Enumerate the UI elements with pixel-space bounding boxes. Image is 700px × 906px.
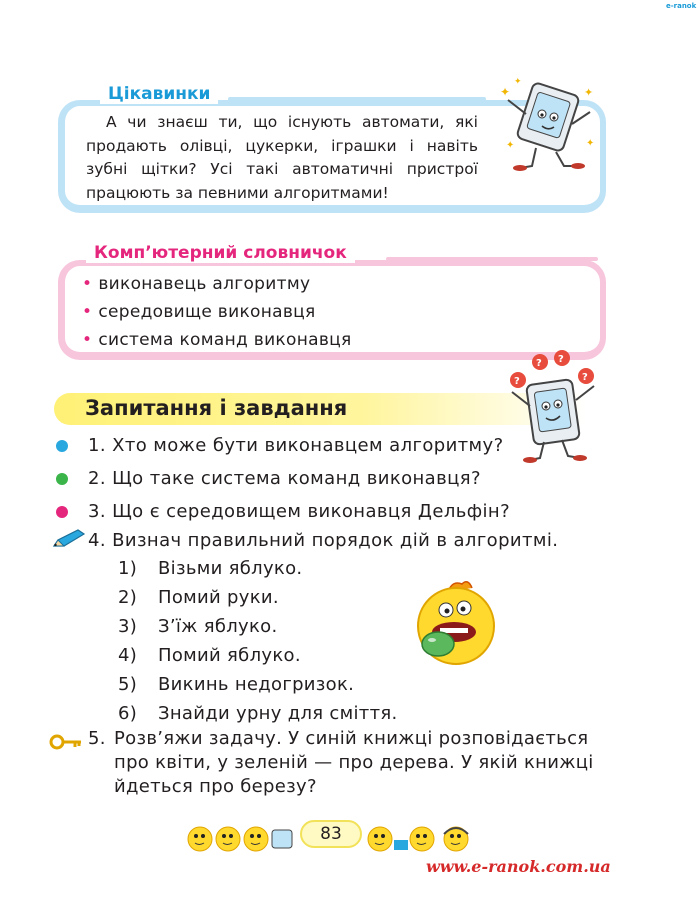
question-2: 2. Що таке система команд виконавця? bbox=[88, 468, 481, 489]
svg-text:?: ? bbox=[558, 354, 564, 365]
interesting-facts-text bbox=[86, 111, 478, 205]
step-text: Помий руки. bbox=[158, 587, 279, 608]
interesting-facts-paragraph: А чи знаєш ти, що існують автомати, які продають олівці, цукерки, іграшки і навіть зубні щітки? Усі такі автоматичні пристрої працюють за певними алгоритмами! bbox=[86, 113, 478, 202]
list-item-text: середовище виконавця bbox=[98, 302, 316, 322]
corner-logo: e-ranok bbox=[666, 2, 697, 10]
interesting-facts-title: Цікавинки bbox=[100, 84, 218, 104]
list-item-text: виконавець алгоритму bbox=[98, 274, 311, 294]
task-number: 5. bbox=[88, 728, 106, 749]
svg-text:?: ? bbox=[536, 358, 542, 369]
dictionary-list bbox=[82, 270, 352, 354]
step-text: Викинь недогризок. bbox=[158, 674, 355, 695]
svg-text:?: ? bbox=[582, 372, 588, 383]
emoji-eating-apple-illustration bbox=[412, 578, 498, 670]
svg-text:✦: ✦ bbox=[584, 86, 594, 99]
step-item bbox=[118, 587, 279, 608]
task-5-line: Розв’яжи задачу. У синій книжці розповідається bbox=[114, 728, 589, 749]
questions-header-title: Запитання і завдання bbox=[85, 396, 348, 420]
step-number: 5) bbox=[118, 674, 138, 695]
step-number: 2) bbox=[118, 587, 138, 608]
step-text: Знайди урну для сміття. bbox=[158, 703, 398, 724]
footer-mascots-left bbox=[186, 822, 296, 856]
website-link[interactable]: www.e-ranok.com.ua bbox=[426, 857, 611, 876]
step-item bbox=[118, 674, 354, 695]
blue-level-dot bbox=[56, 440, 68, 452]
step-item bbox=[118, 645, 301, 666]
list-item: • середовище виконавця bbox=[82, 302, 316, 322]
svg-text:✦: ✦ bbox=[500, 85, 511, 99]
task-4: 4. Визнач правильний порядок дій в алгоритмі. bbox=[88, 530, 559, 551]
list-item-text: система команд виконавця bbox=[98, 330, 352, 350]
svg-text:✦: ✦ bbox=[506, 140, 515, 151]
step-item bbox=[118, 558, 302, 579]
page-number: 83 bbox=[300, 820, 362, 848]
question-3: 3. Що є середовищем виконавця Дельфін? bbox=[88, 501, 511, 522]
step-text: Візьми яблуко. bbox=[158, 558, 303, 579]
divider bbox=[228, 97, 486, 101]
svg-text:?: ? bbox=[514, 376, 520, 387]
step-number: 6) bbox=[118, 703, 138, 724]
divider bbox=[386, 257, 598, 261]
footer-mascots-right bbox=[366, 822, 476, 856]
step-number: 3) bbox=[118, 616, 138, 637]
step-text: Помий яблуко. bbox=[158, 645, 301, 666]
key-icon bbox=[48, 732, 84, 752]
step-item bbox=[118, 616, 278, 637]
task-5-line: йдеться про березу? bbox=[114, 776, 317, 797]
pencil-icon bbox=[50, 528, 86, 550]
step-item bbox=[118, 703, 398, 724]
dictionary-title: Комп’ютерний словничок bbox=[86, 243, 355, 263]
pink-level-dot bbox=[56, 506, 68, 518]
step-number: 4) bbox=[118, 645, 138, 666]
juggling-tablet-illustration bbox=[500, 350, 610, 465]
svg-text:✦: ✦ bbox=[586, 138, 595, 149]
step-number: 1) bbox=[118, 558, 138, 579]
list-item: • виконавець алгоритму bbox=[82, 274, 311, 294]
svg-text:✦: ✦ bbox=[514, 77, 522, 87]
task-5 bbox=[88, 727, 700, 799]
task-5-line: про квіти, у зеленій — про дерева. У якій книжці bbox=[114, 752, 594, 773]
tablet-mascot-illustration bbox=[486, 74, 598, 174]
step-text: З’їж яблуко. bbox=[158, 616, 278, 637]
question-1: 1. Хто може бути виконавцем алгоритму? bbox=[88, 435, 504, 456]
list-item: • система команд виконавця bbox=[82, 330, 352, 350]
green-level-dot bbox=[56, 473, 68, 485]
